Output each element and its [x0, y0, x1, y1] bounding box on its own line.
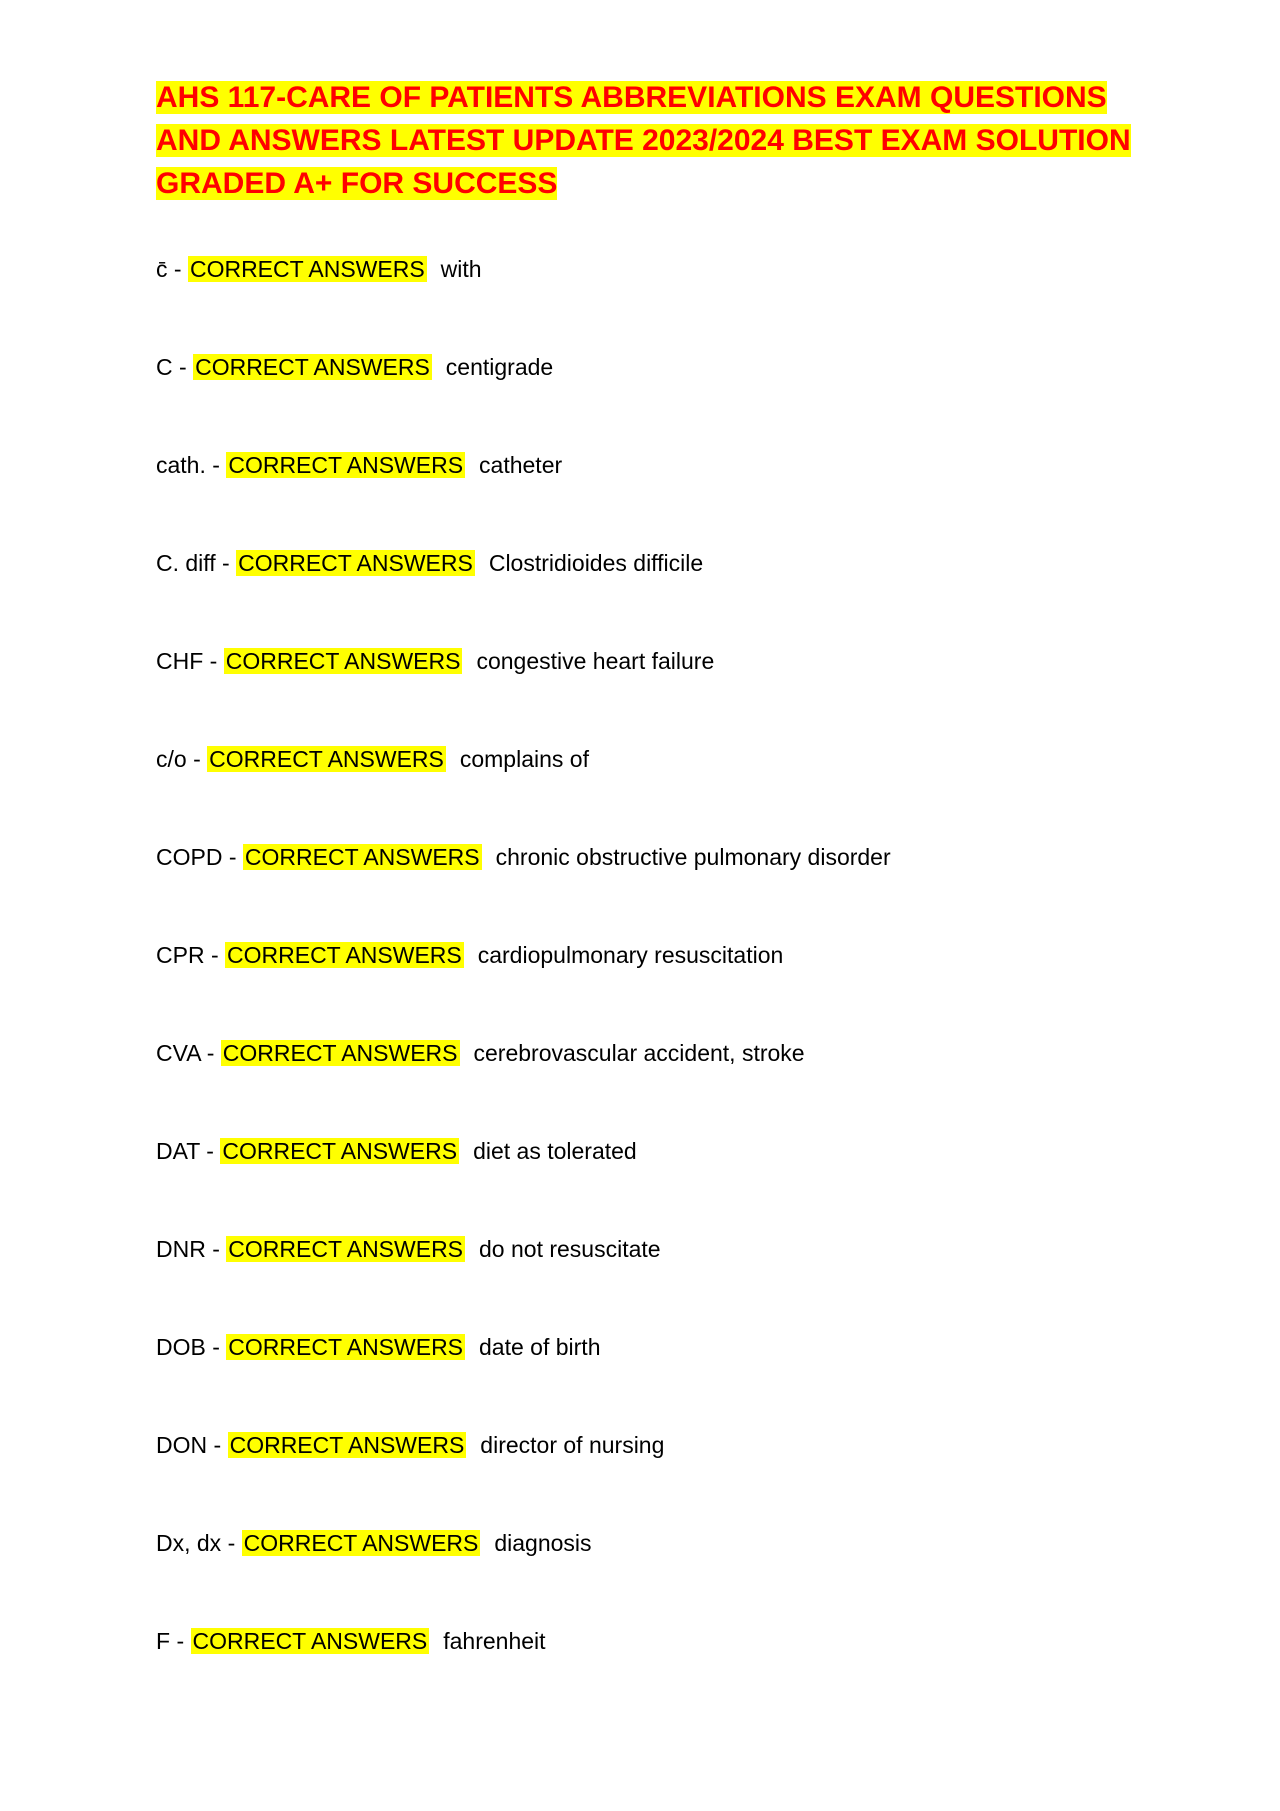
document-title-text: AHS 117-CARE OF PATIENTS ABBREVIATIONS EXAM QUESTIONS AND ANSWERS LATEST UPDATE 2023/2024 BEST EXAM SOLUTION GRADED A+ FOR SUCCESS — [156, 81, 1131, 200]
entry-answer: complains of — [459, 746, 589, 772]
correct-answers-label: CORRECT ANSWERS — [209, 746, 444, 772]
correct-answers-label: CORRECT ANSWERS — [225, 648, 461, 674]
document-title — [156, 76, 1136, 205]
entry-term: C — [156, 354, 173, 380]
correct-answers-label: CORRECT ANSWERS — [189, 256, 425, 282]
entry-answer: director of nursing — [480, 1432, 665, 1458]
correct-answers-label: CORRECT ANSWERS — [222, 1138, 458, 1164]
entry-answer: centigrade — [445, 354, 554, 380]
entry-answer: cardiopulmonary resuscitation — [477, 942, 784, 968]
list-item — [156, 742, 1156, 840]
entry-term: c̄ — [156, 256, 168, 282]
entry-answer: congestive heart failure — [476, 648, 715, 674]
list-item — [156, 1624, 1156, 1722]
entry-answer: diagnosis — [494, 1530, 592, 1556]
entry-answer: cerebrovascular accident, stroke — [473, 1040, 805, 1066]
entry-separator: - — [172, 354, 194, 380]
correct-answers-label: CORRECT ANSWERS — [228, 1236, 464, 1262]
entry-answer: Clostridioides difficile — [488, 550, 704, 576]
entry-separator: - — [215, 550, 237, 576]
entry-separator: - — [203, 648, 224, 674]
entry-separator: - — [205, 452, 227, 478]
entry-separator: - — [204, 942, 226, 968]
entry-separator: - — [167, 256, 188, 282]
entry-term: c/o — [156, 746, 187, 772]
entry-separator: - — [200, 1040, 221, 1066]
entry-separator: - — [207, 1432, 228, 1458]
list-item — [156, 448, 1156, 546]
list-item — [156, 1036, 1156, 1134]
correct-answers-label: CORRECT ANSWERS — [238, 550, 473, 576]
list-item — [156, 350, 1156, 448]
entry-answer: chronic obstructive pulmonary disorder — [495, 844, 891, 870]
list-item — [156, 546, 1156, 644]
correct-answers-label: CORRECT ANSWERS — [228, 452, 464, 478]
entry-separator: - — [222, 844, 243, 870]
list-item — [156, 840, 1156, 938]
entry-separator: - — [205, 1334, 227, 1360]
entry-answer: do not resuscitate — [479, 1236, 661, 1262]
entry-separator: - — [221, 1530, 242, 1556]
correct-answers-label: CORRECT ANSWERS — [192, 1628, 428, 1654]
correct-answers-label: CORRECT ANSWERS — [244, 844, 480, 870]
list-item — [156, 1232, 1156, 1330]
entry-separator: - — [199, 1138, 221, 1164]
entry-list — [156, 252, 1156, 1722]
entry-term: DOB — [156, 1334, 206, 1360]
list-item — [156, 1526, 1156, 1624]
list-item — [156, 1134, 1156, 1232]
entry-term: DAT — [156, 1138, 200, 1164]
entry-answer: date of birth — [479, 1334, 601, 1360]
entry-term: COPD — [156, 844, 223, 870]
list-item — [156, 252, 1156, 350]
entry-answer: catheter — [479, 452, 563, 478]
entry-term: CHF — [156, 648, 204, 674]
list-item — [156, 1330, 1156, 1428]
list-item — [156, 938, 1156, 1036]
correct-answers-label: CORRECT ANSWERS — [229, 1432, 465, 1458]
correct-answers-label: CORRECT ANSWERS — [243, 1530, 479, 1556]
correct-answers-label: CORRECT ANSWERS — [195, 354, 430, 380]
correct-answers-label: CORRECT ANSWERS — [227, 942, 462, 968]
list-item — [156, 1428, 1156, 1526]
entry-term: Dx, dx — [156, 1530, 222, 1556]
entry-answer: diet as tolerated — [473, 1138, 637, 1164]
entry-separator: - — [205, 1236, 227, 1262]
entry-term: CPR — [156, 942, 205, 968]
entry-separator: - — [170, 1628, 191, 1654]
entry-term: C. diff — [156, 550, 216, 576]
correct-answers-label: CORRECT ANSWERS — [228, 1334, 464, 1360]
entry-term: cath. — [156, 452, 206, 478]
list-item — [156, 644, 1156, 742]
entry-answer: fahrenheit — [443, 1628, 546, 1654]
entry-term: CVA — [156, 1040, 201, 1066]
correct-answers-label: CORRECT ANSWERS — [222, 1040, 458, 1066]
entry-term: DNR — [156, 1236, 206, 1262]
entry-separator: - — [186, 746, 208, 772]
entry-answer: with — [440, 256, 482, 282]
entry-term: F — [156, 1628, 171, 1654]
entry-term: DON — [156, 1432, 208, 1458]
